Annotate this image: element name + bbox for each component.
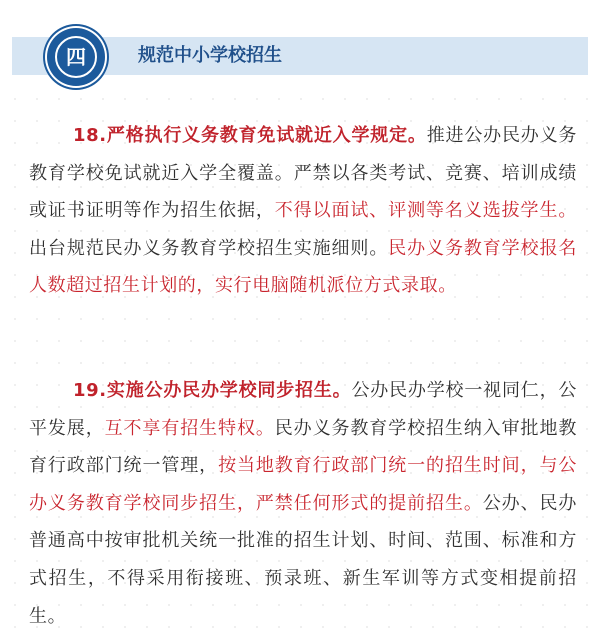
paragraph-19 bbox=[29, 372, 577, 631]
section-number-char: 四 bbox=[55, 36, 97, 78]
body-text: 公办、民办普通高中按审批机关统一批准的招生计划、时间、范围、标准和方式招生，不得采用衔接班、预录班、新生军训等方式变相提前招生。 bbox=[29, 492, 577, 627]
paragraph-lead: 19.实施公办民办学校同步招生。 bbox=[73, 380, 352, 401]
body-text: 推进公办民办义务教育学校免试就近入学全覆盖。严禁以各类考试、竞赛、培训成绩或证书证明等作为招生依据， bbox=[29, 125, 577, 222]
emphasis-text: 互不享有招生特权。 bbox=[104, 417, 275, 439]
emphasis-text: 按当地教育行政部门统一的招生时间，与公办义务教育学校同步招生，严禁任何形式的提前招生。 bbox=[29, 455, 578, 514]
body-text: 公办民办学校一视同仁，公平发展， bbox=[29, 380, 577, 439]
body-text: 民办义务教育学校招生纳入审批地教育行政部门统一管理， bbox=[29, 417, 577, 477]
paragraph-18 bbox=[29, 117, 577, 305]
body-text: 出台规范民办义务教育学校招生实施细则。 bbox=[29, 237, 389, 259]
paragraph-lead: 18.严格执行义务教育免试就近入学规定。 bbox=[73, 125, 427, 146]
section-title: 规范中小学校招生 bbox=[138, 45, 282, 66]
section-number-badge bbox=[47, 28, 105, 86]
emphasis-text: 不得以面试、评测等名义选拔学生。 bbox=[274, 200, 577, 222]
emphasis-text: 民办义务教育学校报名人数超过招生计划的，实行电脑随机派位方式录取。 bbox=[29, 237, 577, 297]
section-header bbox=[0, 0, 601, 95]
